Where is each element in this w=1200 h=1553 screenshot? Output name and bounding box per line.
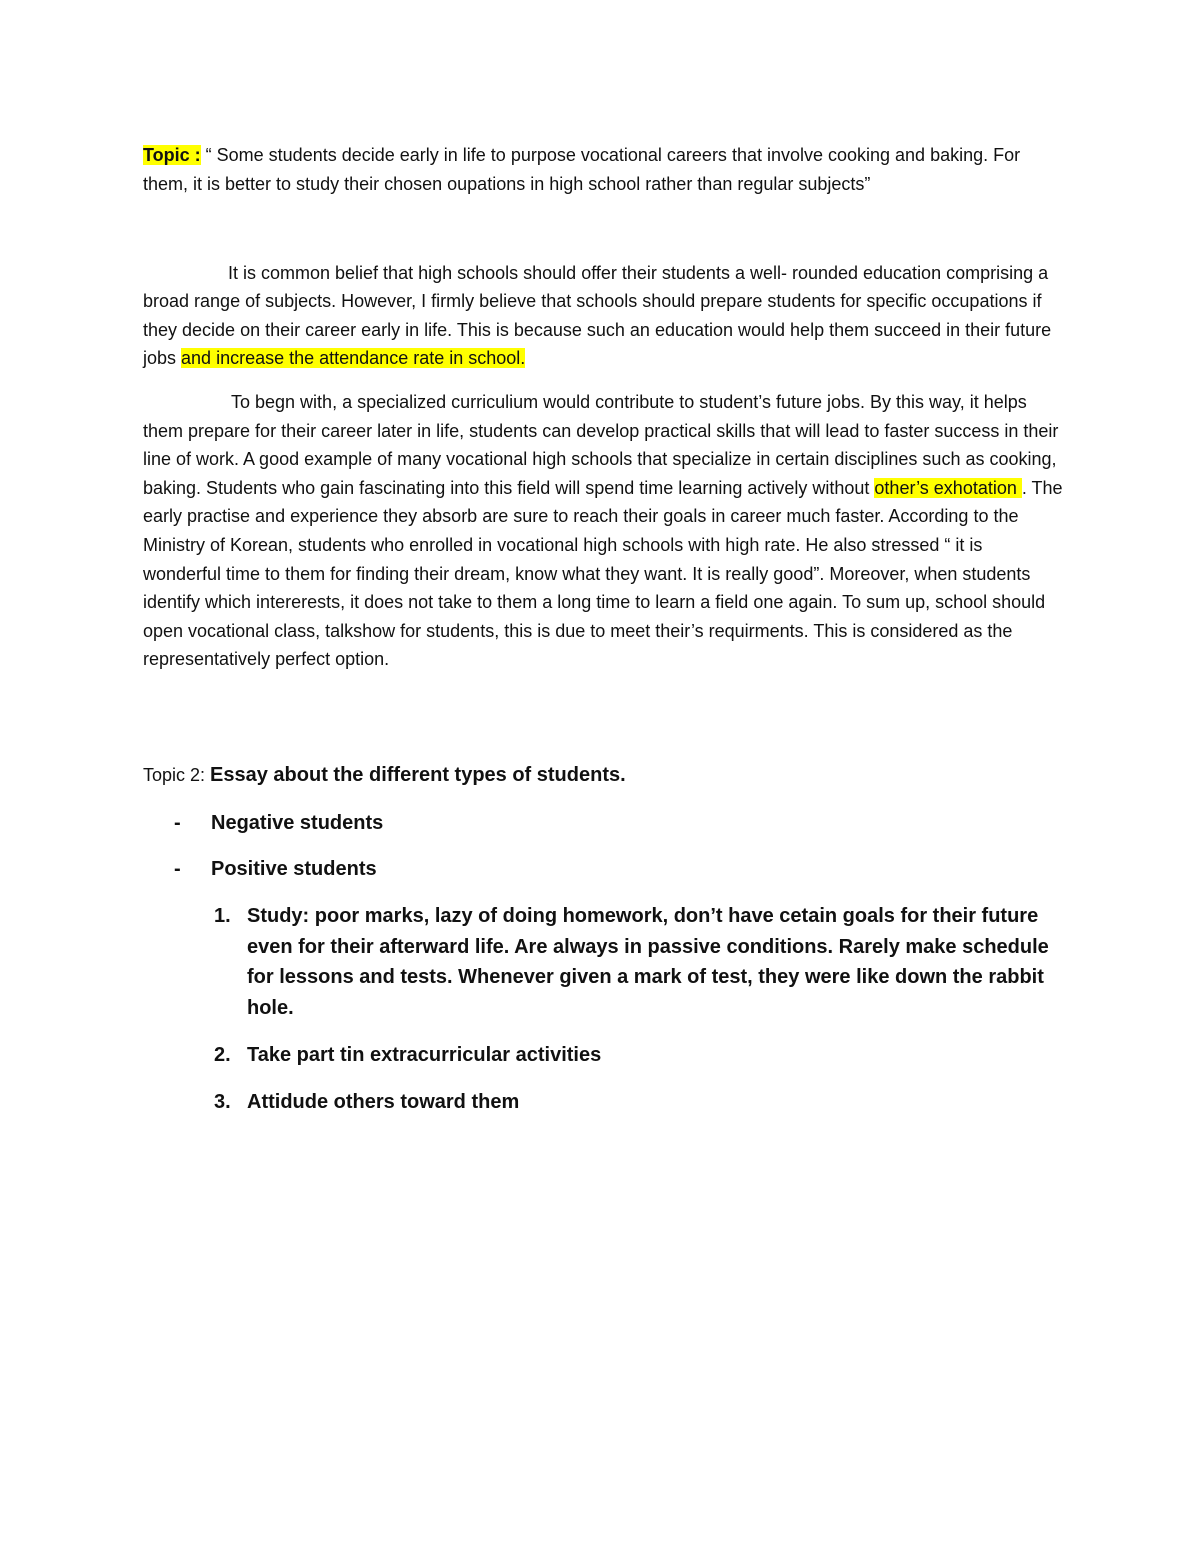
numbered-list-item <box>214 1087 1074 1118</box>
body-paragraph-highlight: other’s exhotation <box>874 477 1022 498</box>
list-item <box>174 854 377 884</box>
topic-2-label: Topic 2: <box>143 765 211 785</box>
topic-2-title: Essay about the different types of students. <box>210 764 626 786</box>
topic-1-label: Topic : <box>143 145 201 165</box>
topic-1-prompt <box>143 141 1063 198</box>
list-bullet: - <box>174 858 181 880</box>
list-bullet: - <box>174 812 181 834</box>
body-paragraph <box>143 388 1063 674</box>
intro-paragraph <box>143 259 1063 372</box>
topic-2-heading <box>143 759 1063 791</box>
body-paragraph-text-before: To begn with, a specialized curriculium would contribute to student’s future jobs. By this way, it helps them prepare for their career later in life, students can develop practical skills that will lead to faster success in their line of work. A good example of many vocational high schools that specialize in certain disciplines such as cooking, baking. Students who gain fascinating into this field will spend time learning actively without <box>143 392 1059 498</box>
list-item-text: Negative students <box>211 812 384 834</box>
list-item <box>174 808 383 838</box>
list-number: 2. <box>214 1044 231 1066</box>
intro-paragraph-text: It is common belief that high schools should offer their students a well- rounded education comprising a broad range of subjects. However, I firmly believe that schools should prepare students for specific occupations if they decide on their career early in life. This is because such an education would help them succeed in their future jobs <box>143 263 1052 368</box>
topic-1-text: “ Some students decide early in life to purpose vocational careers that involve cooking and baking. For them, it is better to study their chosen oupations in high school rather than regular subjects” <box>143 145 1021 194</box>
list-item-text: Positive students <box>211 858 377 880</box>
intro-paragraph-highlight: and increase the attendance rate in school. <box>181 347 526 368</box>
numbered-list-item <box>214 901 1074 1023</box>
list-number: 1. <box>214 905 231 927</box>
list-item-text: Study: poor marks, lazy of doing homework, don’t have cetain goals for their future even for their afterward life. Are always in passive conditions. Rarely make schedule for lessons and tests. Whenever given a mark of test, they were like down the rabbit hole. <box>247 905 1049 1019</box>
numbered-list-item <box>214 1040 1074 1071</box>
list-item-text: Take part tin extracurricular activities <box>247 1044 602 1066</box>
list-item-text: Attidude others toward them <box>247 1091 520 1113</box>
list-number: 3. <box>214 1091 231 1113</box>
body-paragraph-text-after: . The early practise and experience they absorb are sure to reach their goals in career much faster. According to the Ministry of Korean, students who enrolled in vocational high schools with high rate. He also stressed “ it is wonderful time to them for finding their dream, know what they want. It is really good”. Moreover, when students identify which intererests, it does not take to them a long time to learn a field one again. To sum up, school should open vocational class, talkshow for students, this is due to meet their’s requirments. This is considered as the representatively perfect option. <box>143 477 1063 670</box>
